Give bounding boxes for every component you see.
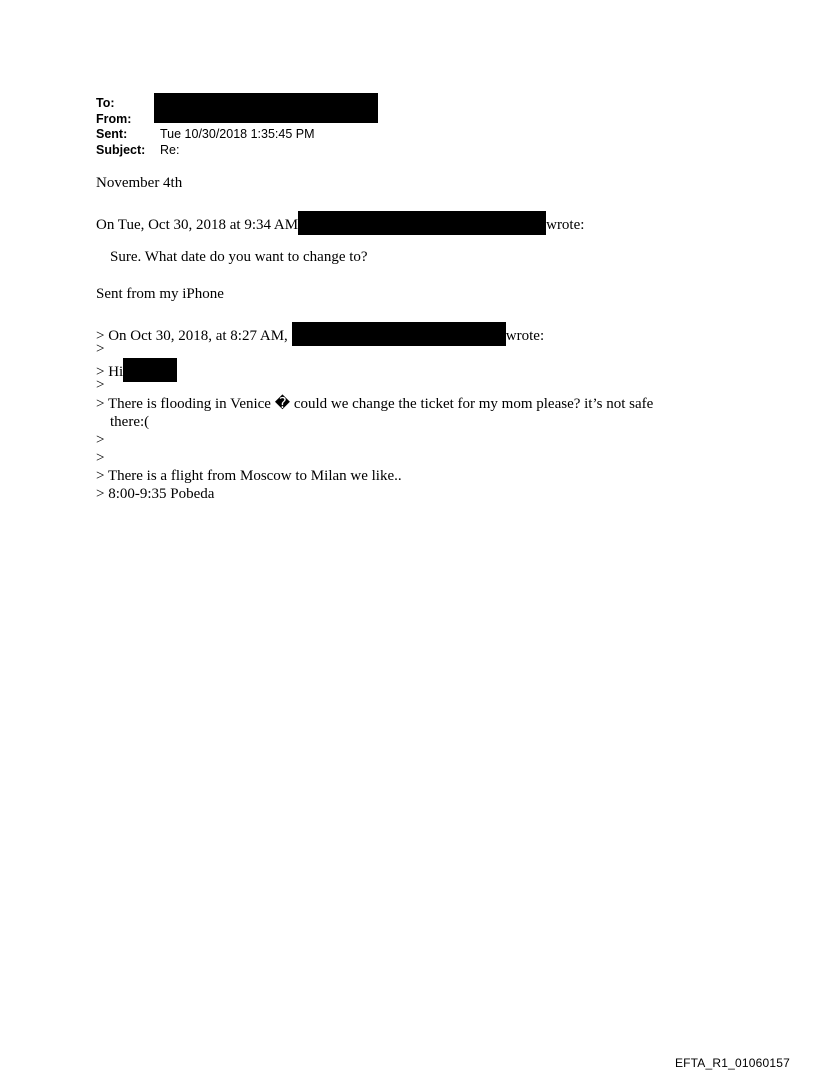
from-label: From:: [96, 111, 132, 126]
subject-label: Subject:: [96, 142, 146, 157]
sent-row: [96, 127, 315, 143]
reply-text: November 4th: [96, 175, 183, 191]
greeting-line: [96, 358, 177, 382]
subject-row: [96, 143, 315, 159]
quote2-sender-redaction: [292, 322, 506, 346]
quote-marker-line: >: [96, 341, 105, 357]
document-id: EFTA_R1_01060157: [674, 1056, 790, 1070]
sent-label: Sent:: [96, 127, 128, 141]
quote1-text: Sure. What date do you want to change to?: [110, 249, 368, 265]
quote2-intro: > On Oct 30, 2018, at 8:27 AM,: [96, 328, 288, 344]
quote-marker-line: >: [96, 432, 105, 448]
flood-line-2: there:(: [110, 414, 150, 430]
quote-marker-line: >: [96, 450, 105, 466]
quote2-wrote: wrote:: [505, 328, 545, 344]
quote2-intro-line: [96, 322, 544, 346]
quote1-intro-line: [96, 211, 584, 235]
greeting-text: > Hi: [96, 364, 124, 380]
quote1-wrote: wrote:: [546, 217, 585, 233]
header-redaction-block: [154, 93, 378, 123]
sent-value: Tue 10/30/2018 1:35:45 PM: [160, 127, 315, 141]
quote-marker-line: >: [96, 377, 105, 393]
flight-line: > There is a flight from Moscow to Milan we like..: [96, 468, 402, 484]
to-label: To:: [96, 96, 115, 110]
signature-text: Sent from my iPhone: [96, 286, 224, 302]
subject-value: Re:: [160, 142, 180, 157]
flight-time-line: > 8:00-9:35 Pobeda: [96, 486, 215, 502]
flood-line-1: > There is flooding in Venice � could we change the ticket for my mom please? it’s not safe: [96, 396, 654, 412]
quote1-sender-redaction: [298, 211, 546, 235]
greeting-name-redaction: [123, 358, 177, 382]
quote1-intro: On Tue, Oct 30, 2018 at 9:34 AM: [96, 217, 299, 233]
